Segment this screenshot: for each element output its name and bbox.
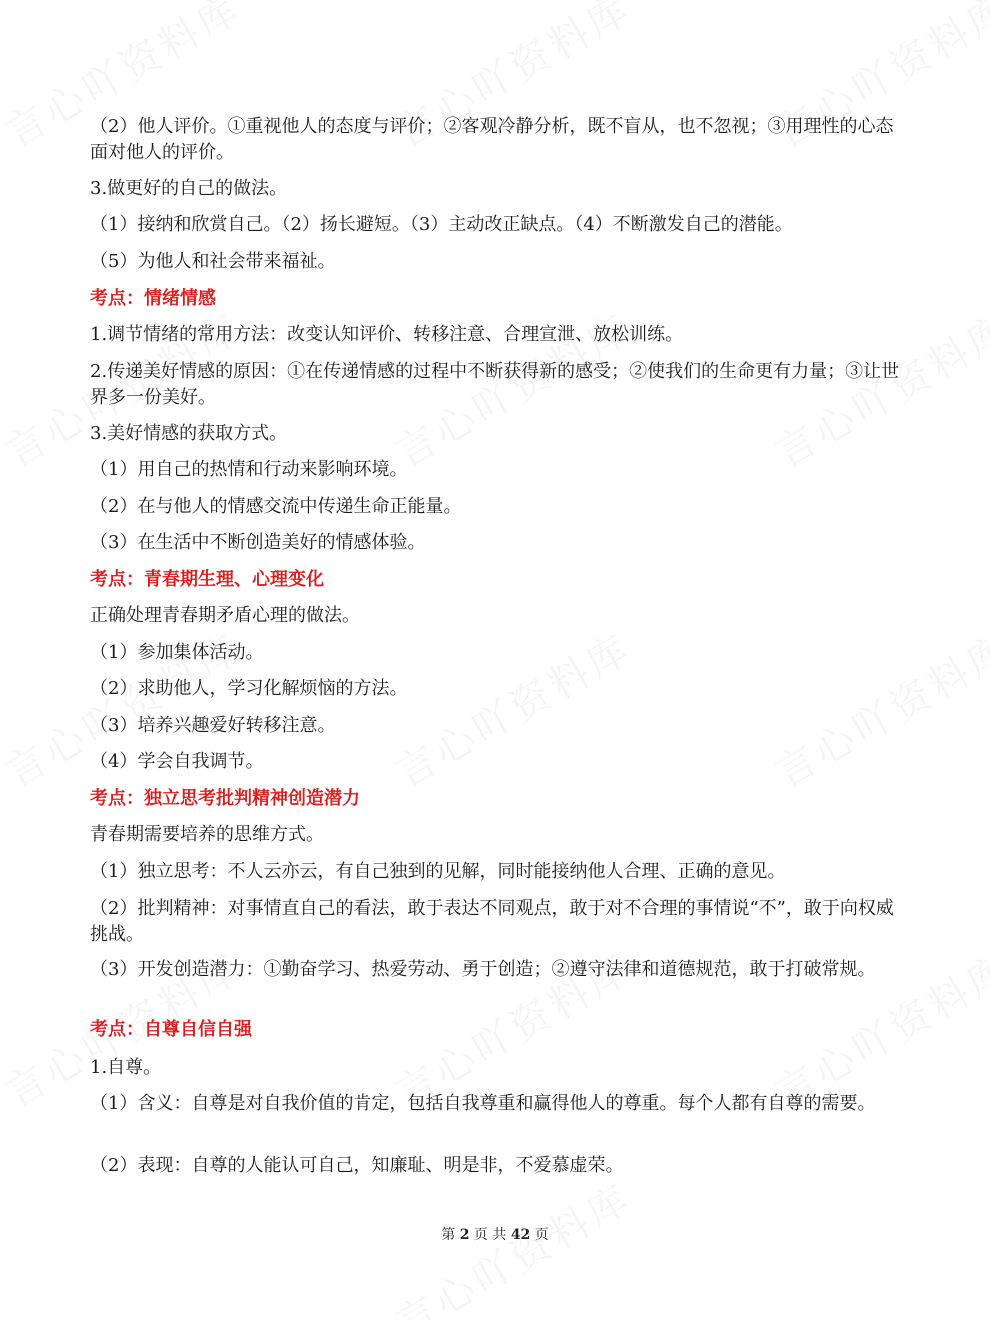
paragraph: 1.自尊。 <box>90 1057 162 1078</box>
paragraph: （1）接纳和欣赏自己。（2）扬长避短。（3）主动改正缺点。（4）不断激发自己的潜能。 <box>90 214 793 235</box>
paragraph: 正确处理青春期矛盾心理的做法。 <box>90 605 360 626</box>
paragraph: 青春期需要培养的思维方式。 <box>90 824 324 845</box>
paragraph: （4）学会自我调节。 <box>90 751 264 772</box>
paragraph: 3.做更好的自己的做法。 <box>90 178 288 199</box>
paragraph: （2）他人评价。①重视他人的态度与评价；②客观冷静分析，既不盲从，也不忽视；③用理性的心态面对他人的评价。 <box>90 116 894 163</box>
page-footer <box>0 1224 990 1244</box>
footer-suffix: 页 <box>534 1227 549 1243</box>
paragraph: （5）为他人和社会带来福祉。 <box>90 251 336 272</box>
section-heading: 考点：自尊自信自强 <box>90 1019 252 1040</box>
paragraph: （1）用自己的热情和行动来影响环境。 <box>90 459 408 480</box>
section-heading: 考点：青春期生理、心理变化 <box>90 569 324 590</box>
paragraph: （3）开发创造潜力：①勤奋学习、热爱劳动、勇于创造；②遵守法律和道德规范，敢于打破常规。 <box>90 959 876 980</box>
paragraph: （3）在生活中不断创造美好的情感体验。 <box>90 532 426 553</box>
paragraph: （2）在与他人的情感交流中传递生命正能量。 <box>90 496 462 517</box>
paragraph: （3）培养兴趣爱好转移注意。 <box>90 715 336 736</box>
paragraph: 3.美好情感的获取方式。 <box>90 423 288 444</box>
paragraph: （1）参加集体活动。 <box>90 642 264 663</box>
paragraph: 1.调节情绪的常用方法：改变认知评价、转移注意、合理宣泄、放松训练。 <box>90 324 684 345</box>
section-heading: 考点：独立思考批判精神创造潜力 <box>90 788 360 809</box>
footer-prefix: 第 <box>441 1227 456 1243</box>
total-pages: 42 <box>510 1227 531 1243</box>
paragraph: 2.传递美好情感的原因：①在传递情感的过程中不断获得新的感受；②使我们的生命更有力量；③让世界多一份美好。 <box>90 361 900 408</box>
footer-mid: 页 共 <box>473 1227 507 1243</box>
paragraph: （1）含义：自尊是对自我价值的肯定，包括自我尊重和赢得他人的尊重。每个人都有自尊的需要。 <box>90 1093 876 1114</box>
paragraph: （1）独立思考：不人云亦云，有自己独到的见解，同时能接纳他人合理、正确的意见。 <box>90 861 786 882</box>
paragraph: （2）表现：自尊的人能认可自己，知廉耻、明是非，不爱慕虚荣。 <box>90 1155 624 1176</box>
current-page-number: 2 <box>459 1227 470 1243</box>
section-heading: 考点：情绪情感 <box>90 288 216 309</box>
paragraph: （2）求助他人，学习化解烦恼的方法。 <box>90 678 408 699</box>
paragraph: （2）批判精神：对事情直自己的看法，敢于表达不同观点，敢于对不合理的事情说“不”，敢于向权威挑战。 <box>90 898 894 945</box>
